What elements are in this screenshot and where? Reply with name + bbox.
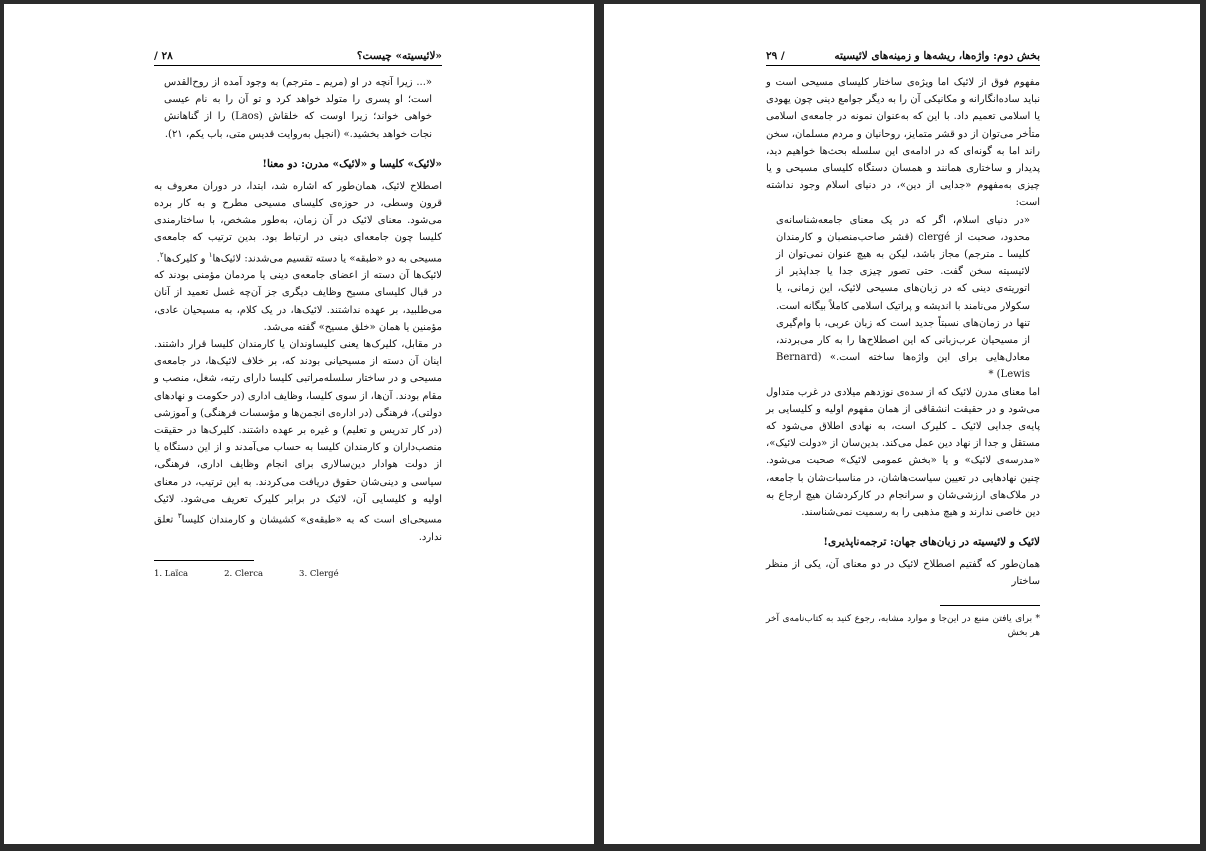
paragraph-text: در مقابل، کلیرک‌ها یعنی کلیساوندان یا کارمندان کلیسا قرار داشتند. اینان آن دسته از مسیحیانی بودند که، بر خلاف لائیک‌ها، در جامعه‌ی مسیحی و در ساختار سلسله‌مراتبی کلیسا دارای رتبه، شغل، منصب و مقام بودند. آن‌ها، از سوی کلیسا، وظایف اداری (در حکومت و نهادهای دولتی)، فرهنگی (در اداره‌ی انجمن‌ها و مؤسسات فرهنگی) و آموزشی (در کار تدریس و تعلیم) و غیره بر عهده داشتند. کلیرک‌ها در حقیقت منصب‌داران و کارمندان کلیسا به حساب می‌آمدند و از این دستگاه یا از دولت هوادار دین‌سالاری برای انجام وظایف اداری، فرهنگی، سیاسی و دینی‌شان حقوق دریافت می‌کردند. به این ترتیب، در معنای اولیه و کلیسایی آن، لائیک در برابر کلیرک تعریف می‌شود. لائیک مسیحی‌ای است که به «طبقه‌ی» کشیشان و کارمندان کلیسا (154, 338, 443, 526)
running-header-title: «لائیسیته» چیست؟ (356, 50, 442, 62)
body-paragraph (154, 336, 442, 546)
section-heading: «لائیک» کلیسا و «لائیک» مدرن: دو معنا! (262, 157, 442, 170)
body-paragraph: لائیک‌ها آن دسته از اعضای جامعه‌ی دینی یا مردمان مؤمنی بودند که در قبال کلیسای مسیح وظایف دیگری جز آن‌چه غسل تعمید از آنان می‌طلبید، بر عهده نداشتند. لائیک‌ها، در یک کلام، به مسیحیان عادی، مؤمنین یا همان «خلق مسیح» گفته می‌شد. (154, 270, 442, 333)
footnote-divider (154, 560, 254, 561)
body-paragraph: اصطلاح لائیک، همان‌طور که اشاره شد، ابتدا، در دوران معروف به قرون وسطی، در حوزه‌ی کلیسای مسیحی مطرح و به کار برده می‌شود. معنای لائیک در آن زمان، به‌طور مشخص، با ساختارمندی کلیسا چون جامعه‌ای دینی در ارتباط بود. بدین ترتیب که جامعه‌ی مسیحی به دو «طبقه» یا دسته تقسیم می‌شدند: لائیک‌ها$^۱$ و کلیرک‌ها$^۲$. (154, 180, 442, 264)
lewis-quote: «در دنیای اسلام، اگر که در یک معنای جامعه‌شناسانه‌ی محدود، صحبت از clergé (قشر صاحب‌منصبان و کارمندان کلیسا ـ مترجم) مجاز باشد، لیکن به هیچ عنوان نمی‌توان از لائیسیته سخن گفت. حتی تصور چیزی جدا یا جداپذیر از اتوریته‌ی دینی که در زبان‌های مسیحی لائیک، این زمانی، یا سکولار می‌نامند با اندیشه و پراتیک اسلامی کاملاً بیگانه است. تنها در زمان‌های نسبتاً جدید است که زبان عربی، با وام‌گیری از مسیحیان عرب‌زبانی که این اصطلاح‌ها را به کار می‌بردند، معادل‌هایی برای این واژه‌ها ساخته است.» (Bernard Lewis) * (776, 214, 1031, 381)
footnote-mark: ۲ (159, 250, 164, 259)
paragraph-text: و کلیرک‌ها (163, 252, 209, 264)
body-paragraph: مفهوم فوق از لائیک اما ویژه‌ی ساختار کلیسای مسیحی است و نباید ساده‌انگارانه و مکانیکی آن را به دیگر جوامع دینی چون یهودی یا اسلامی تعمیم داد. با این که به‌عنوان نمونه در جامعه‌ی اسلامی متأخر می‌توان از دو قشر متمایز، روحانیان و مردم مسلمان، سخن راند اما به گونه‌ای که در ادامه‌ی این سلسله بحث‌ها خواهیم دید، پدیدار و ساختاری همانند و همسان دستگاه کلیسای مسیحی و یا چیزی به‌مفهوم «جدایی از دین»، در دنیای اسلام وجود نداشته است: (766, 77, 1040, 209)
footnote-mark: ۱ (208, 250, 213, 259)
page-number: ۲۸ / (154, 50, 173, 62)
footnote-mark: ۳ (177, 512, 182, 520)
running-header-title: بخش دوم: واژه‌ها، ریشه‌ها و زمینه‌های لائیسیته (834, 50, 1040, 62)
section-heading: لائیک و لائیسیته در زبان‌های جهان: ترجمه‌ناپذیری! (823, 536, 1040, 549)
footnote-item: 3. Clergé (299, 568, 339, 579)
bible-quote: «... زیرا آنچه در او (مریم ـ مترجم) به وجود آمده از روح‌القدس است؛ او پسری را متولد خواهد کرد و تو آن را به نام عیسی خواهی خواند؛ زیرا اوست که خلقاش (Laos) را از گناهانش نجات خواهد بخشید.» (انجیل به‌روایت قدیس متی، باب یکم، ۲۱). (164, 77, 432, 140)
paragraph-text: اصطلاح لائیک، همان‌طور که اشاره شد، ابتدا، در دوران معروف به قرون وسطی، در حوزه‌ی کلیسای مسیحی مطرح و به کار برده می‌شود. معنای لائیک در آن زمان، به‌طور مشخص، با ساختارمندی کلیسا چون جامعه‌ای دینی در ارتباط بود. بدین ترتیب که جامعه‌ی مسیحی به دو «طبقه» یا دسته تقسیم می‌شدند: لائیک‌ها (154, 180, 442, 264)
footnote-item: 1. Laïca (154, 568, 189, 579)
footnote-item: 2. Clerca (224, 568, 264, 579)
page-content (154, 50, 442, 587)
running-header (154, 50, 442, 66)
body-paragraph: اما معنای مدرن لائیک که از سده‌ی نوزدهم میلادی در غرب متداول می‌شود و در حقیقت انشقاقی از همان مفهوم اولیه و کلیسایی بر پایه‌ی جدایی لائیک ـ کلیرک است، به نهادی اطلاق می‌شود که مستقل و جدا از نهاد دین عمل می‌کند. بدین‌سان از «دولت لائیک»، «مدرسه‌ی لائیک» و یا «بخش عمومی لائیک» صحبت می‌شود. چنین نهادهایی در تعیین سیاست‌هاشان، در مناسبات‌شان با جامعه، در ملاک‌های ارزشی‌شان و سرانجام در کارکردشان هیچ ارجاع به دین خاصی ندارند و هیچ مذهبی را به رسمیت نمی‌شناسند. (766, 386, 1040, 519)
book-page-left (4, 4, 594, 844)
footnote-divider (940, 605, 1040, 606)
book-page-right (604, 4, 1200, 844)
body-paragraph: همان‌طور که گفتیم اصطلاح لائیک در دو معنای آن، یکی از منظر ساختار (766, 559, 1040, 588)
page-content (766, 50, 1040, 640)
footnote: * برای یافتن منبع در این‌جا و موارد مشابه، رجوع کنید به کتاب‌نامه‌ی آخر هر بخش (766, 613, 1040, 638)
paragraph-text: تعلق ندارد. (154, 514, 442, 543)
page-number: / ۲۹ (766, 50, 785, 62)
footnotes (154, 569, 442, 579)
running-header (766, 50, 1040, 66)
